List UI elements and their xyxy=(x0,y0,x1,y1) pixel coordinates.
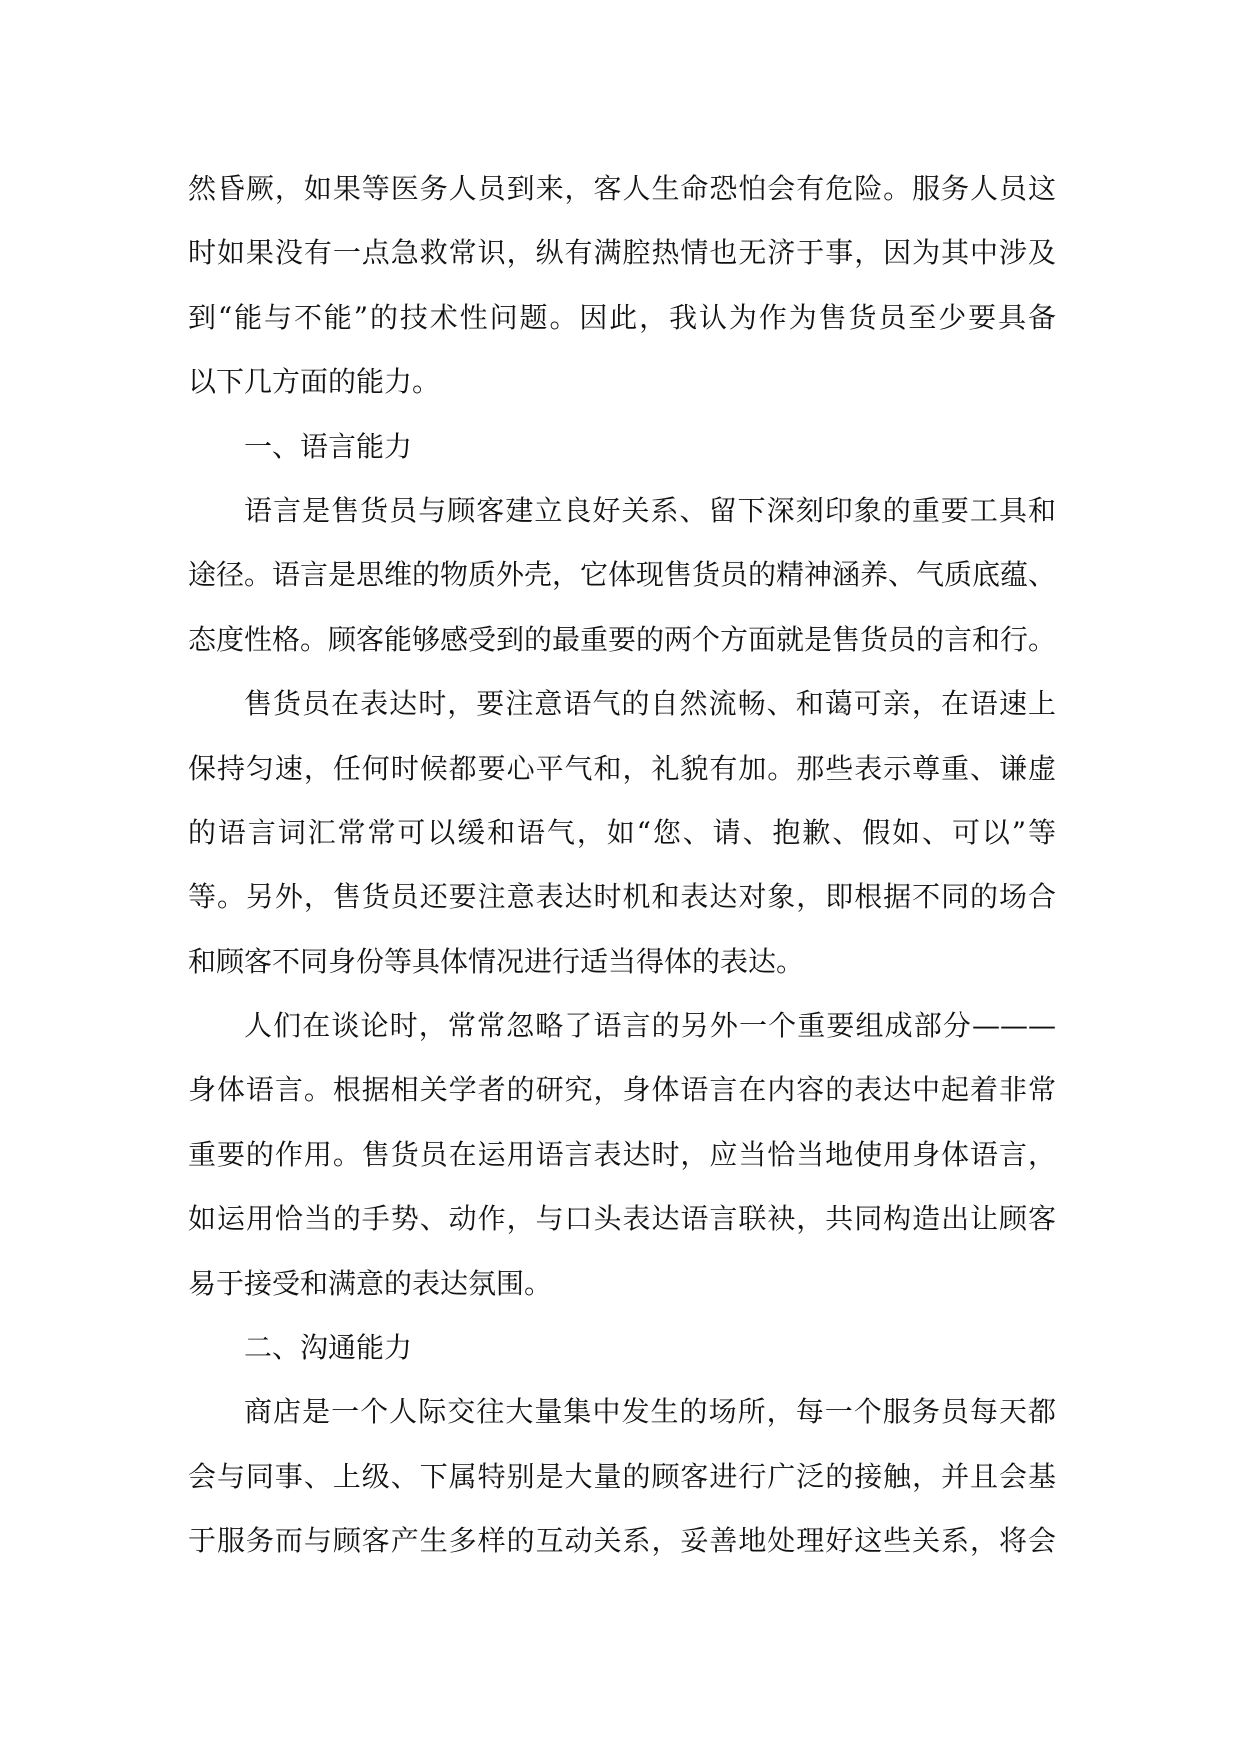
text-line: 如运用恰当的手势、动作，与口头表达语言联袂，共同构造出让顾客 xyxy=(188,1202,1056,1236)
text-line: 语言是售货员与顾客建立良好关系、留下深刻印象的重要工具和 xyxy=(244,493,1056,527)
text-line: 态度性格。顾客能够感受到的最重要的两个方面就是售货员的言和行。 xyxy=(188,622,1057,656)
text-line: 途径。语言是思维的物质外壳，它体现售货员的精神涵养、气质底蕴、 xyxy=(188,558,1057,592)
text-line: 和顾客不同身份等具体情况进行适当得体的表达。 xyxy=(188,944,805,978)
text-line: 于服务而与顾客产生多样的互动关系，妥善地处理好这些关系，将会 xyxy=(188,1524,1056,1558)
text-line: 然昏厥，如果等医务人员到来，客人生命恐怕会有危险。服务人员这 xyxy=(188,172,1056,205)
text-line: 时如果没有一点急救常识，纵有满腔热情也无济于事，因为其中涉及 xyxy=(188,236,1056,270)
text-line: 售货员在表达时，要注意语气的自然流畅、和蔼可亲，在语速上 xyxy=(244,687,1056,721)
text-line: 以下几方面的能力。 xyxy=(188,365,441,399)
text-line: 的语言词汇常常可以缓和语气，如“您、请、抱歉、假如、可以”等 xyxy=(188,815,1056,849)
text-line: 保持匀速，任何时候都要心平气和，礼貌有加。那些表示尊重、谦虚 xyxy=(188,751,1056,785)
text-line: 易于接受和满意的表达氛围。 xyxy=(188,1266,553,1300)
text-line: 人们在谈论时，常常忽略了语言的另外一个重要组成部分——— xyxy=(244,1009,1056,1043)
text-line: 重要的作用。售货员在运用语言表达时，应当恰当地使用身体语言， xyxy=(188,1137,1056,1171)
text-line: 商店是一个人际交往大量集中发生的场所，每一个服务员每天都 xyxy=(244,1395,1056,1429)
text-line: 二、沟通能力 xyxy=(244,1331,413,1365)
text-line: 到“能与不能”的技术性问题。因此，我认为作为售货员至少要具备 xyxy=(188,300,1056,334)
document-body xyxy=(188,157,1056,1574)
text-line: 身体语言。根据相关学者的研究，身体语言在内容的表达中起着非常 xyxy=(188,1073,1056,1107)
text-line: 一、语言能力 xyxy=(244,429,413,463)
text-line: 会与同事、上级、下属特别是大量的顾客进行广泛的接触，并且会基 xyxy=(188,1459,1056,1493)
text-line: 等。另外，售货员还要注意表达时机和表达对象，即根据不同的场合 xyxy=(188,880,1056,914)
